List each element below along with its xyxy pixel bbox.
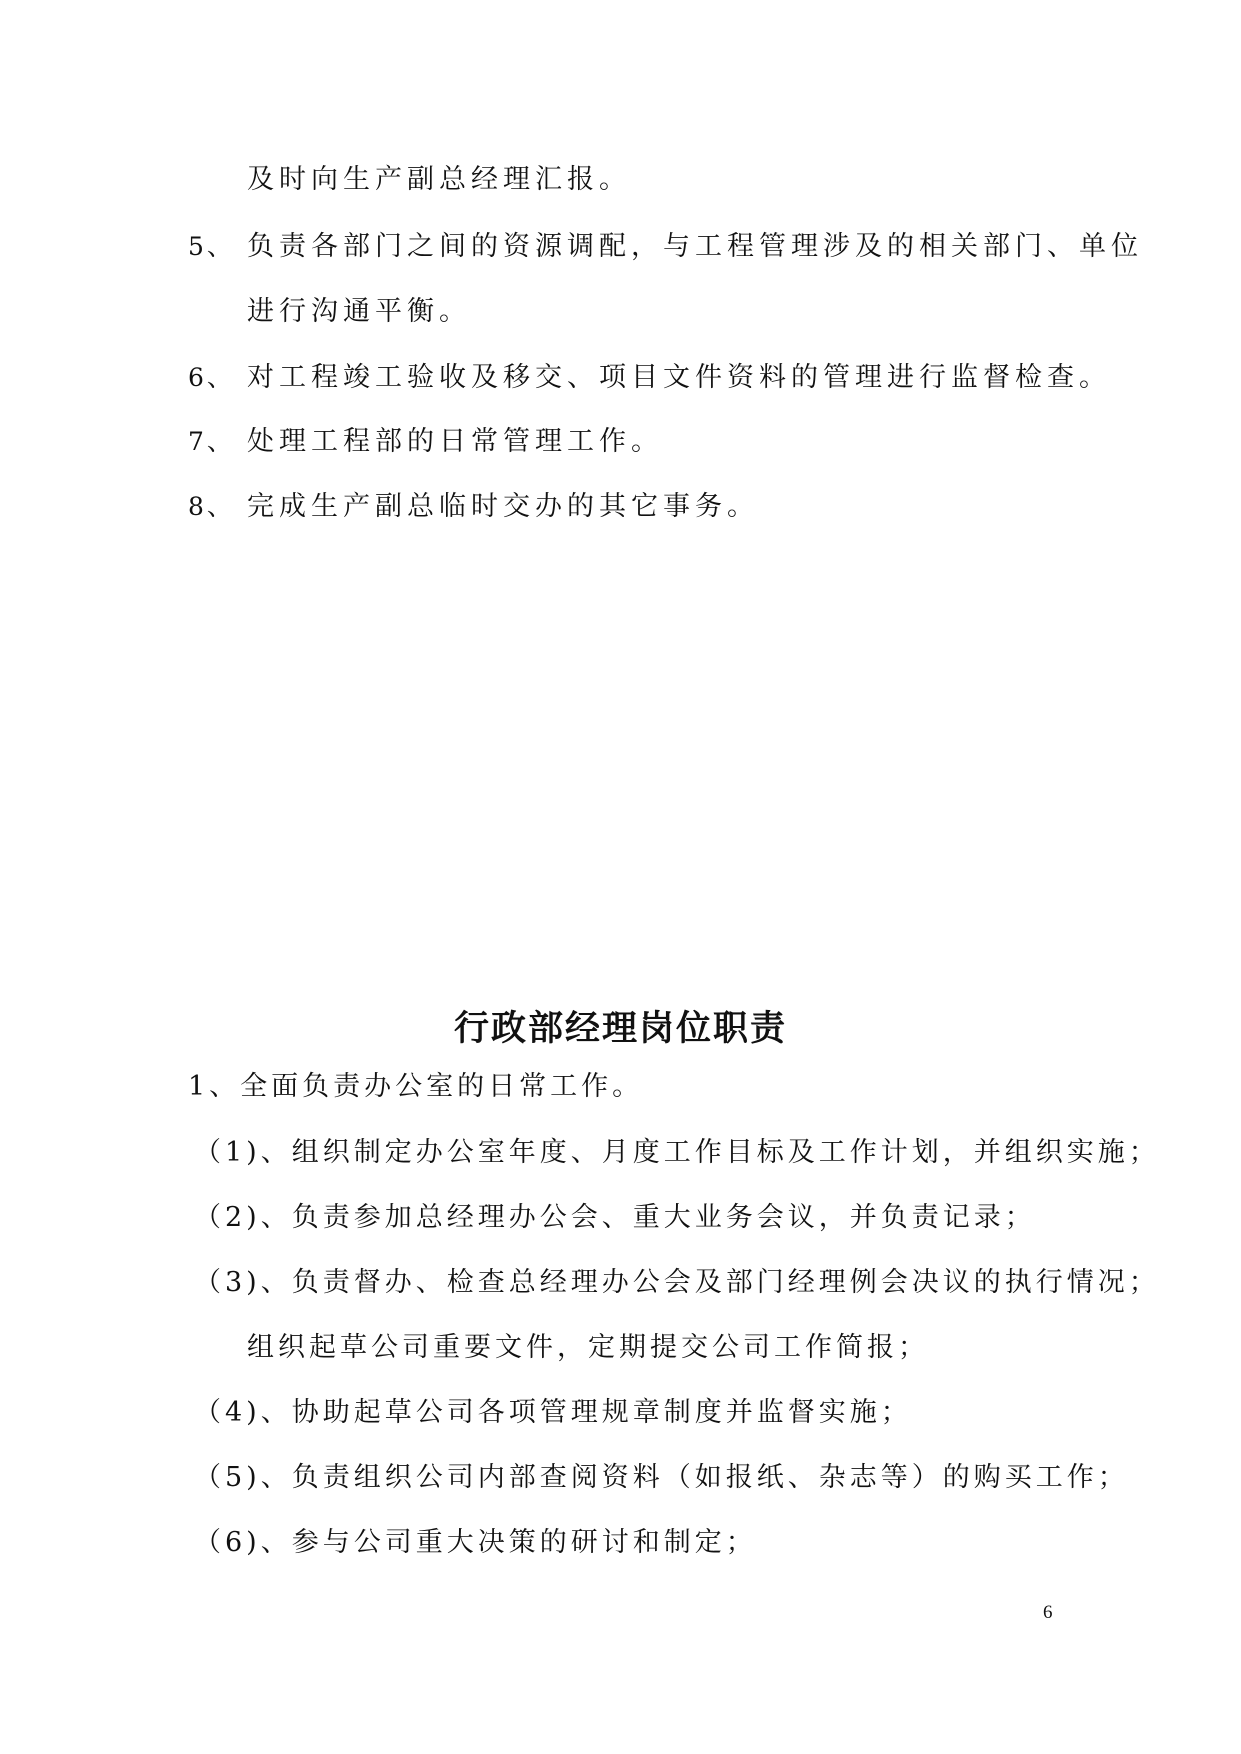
item-text: 对工程竣工验收及移交、项目文件资料的管理进行监督检查。 (247, 362, 1111, 393)
sub-item-5: （5)、负责组织公司内部查阅资料（如报纸、杂志等）的购买工作； (194, 1462, 1129, 1493)
duty-item-1: 1、全面负责办公室的日常工作。 (188, 1071, 644, 1102)
item-number: 6、 (188, 363, 235, 392)
item-number: 8、 (188, 492, 235, 521)
sub-item-3-continued: 组织起草公司重要文件，定期提交公司工作简报； (247, 1332, 929, 1363)
sub-item-4: （4)、协助起草公司各项管理规章制度并监督实施； (194, 1397, 912, 1428)
item-number: 7、 (188, 427, 235, 456)
item-text: 完成生产副总临时交办的其它事务。 (247, 491, 759, 522)
item-number: 5、 (188, 232, 235, 261)
item-text: 负责各部门之间的资源调配，与工程管理涉及的相关部门、单位 (247, 231, 1143, 262)
sub-item-1: （1)、组织制定办公室年度、月度工作目标及工作计划，并组织实施； (194, 1137, 1160, 1168)
sub-item-6: （6)、参与公司重大决策的研讨和制定； (194, 1527, 757, 1558)
item-text-continued: 进行沟通平衡。 (247, 296, 471, 327)
sub-item-2: （2)、负责参加总经理办公会、重大业务会议，并负责记录； (194, 1202, 1036, 1233)
continuation-line: 及时向生产副总经理汇报。 (247, 164, 631, 195)
section-title: 行政部经理岗位职责 (453, 1009, 787, 1049)
page-number: 6 (1043, 1602, 1053, 1623)
item-text: 处理工程部的日常管理工作。 (247, 426, 663, 457)
sub-item-3: （3)、负责督办、检查总经理办公会及部门经理例会决议的执行情况； (194, 1267, 1160, 1298)
